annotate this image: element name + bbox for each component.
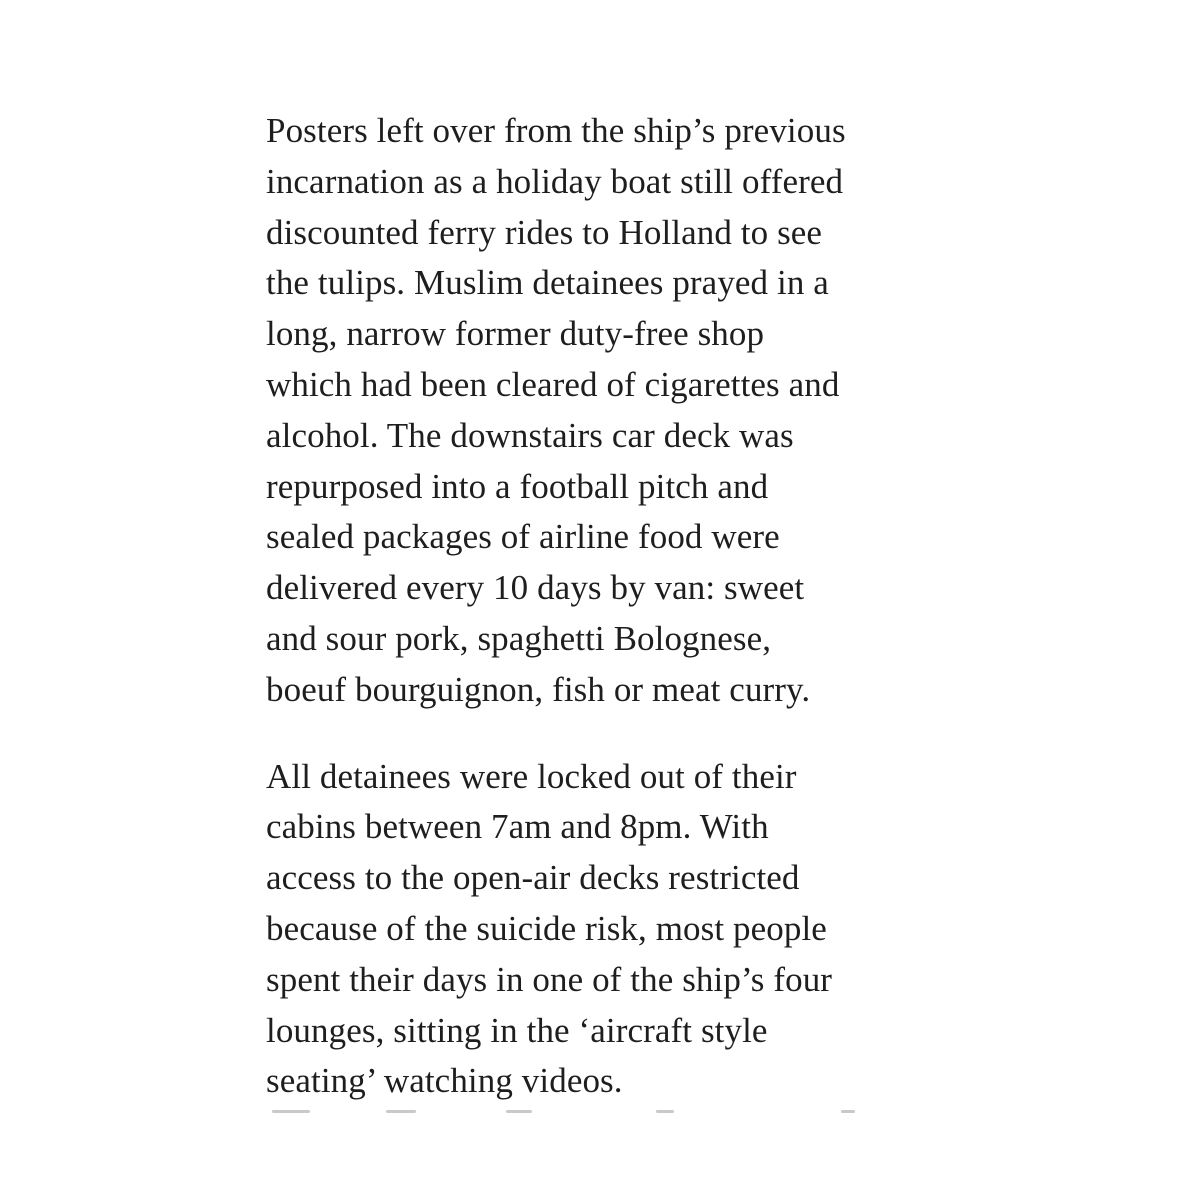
text-line: cabins between 7am and 8pm. With xyxy=(266,807,769,847)
text-line: because of the suicide risk, most people xyxy=(266,908,827,948)
text-line: spent their days in one of the ship’s four xyxy=(266,959,833,999)
text-line: long, narrow former duty-free shop xyxy=(266,314,765,354)
text-line: which had been cleared of cigarettes and xyxy=(266,364,840,404)
paragraph-ship-description xyxy=(266,106,946,716)
text-line: sealed packages of airline food were xyxy=(266,517,780,557)
text-line: discounted ferry rides to Holland to see xyxy=(266,212,823,252)
text-line: Posters left over from the ship’s previous xyxy=(266,111,846,150)
text-line: delivered every 10 days by van: sweet xyxy=(266,568,805,608)
text-line: repurposed into a football pitch and xyxy=(266,466,769,506)
text-line: incarnation as a holiday boat still offered xyxy=(266,161,844,201)
text-line: alcohol. The downstairs car deck was xyxy=(266,415,794,455)
paragraph-detainee-routine xyxy=(266,752,946,1108)
text-line: seating’ watching videos. xyxy=(266,1061,623,1101)
text-line: access to the open-air decks restricted xyxy=(266,858,800,898)
text-line: the tulips. Muslim detainees prayed in a xyxy=(266,263,829,303)
text-line: boeuf bourguignon, fish or meat curry. xyxy=(266,669,811,709)
article-body xyxy=(266,106,946,1107)
text-line: lounges, sitting in the ‘aircraft style xyxy=(266,1010,768,1050)
text-line: and sour pork, spaghetti Bolognese, xyxy=(266,618,772,658)
cut-off-next-line xyxy=(266,1106,886,1116)
text-line: All detainees were locked out of their xyxy=(266,756,797,796)
